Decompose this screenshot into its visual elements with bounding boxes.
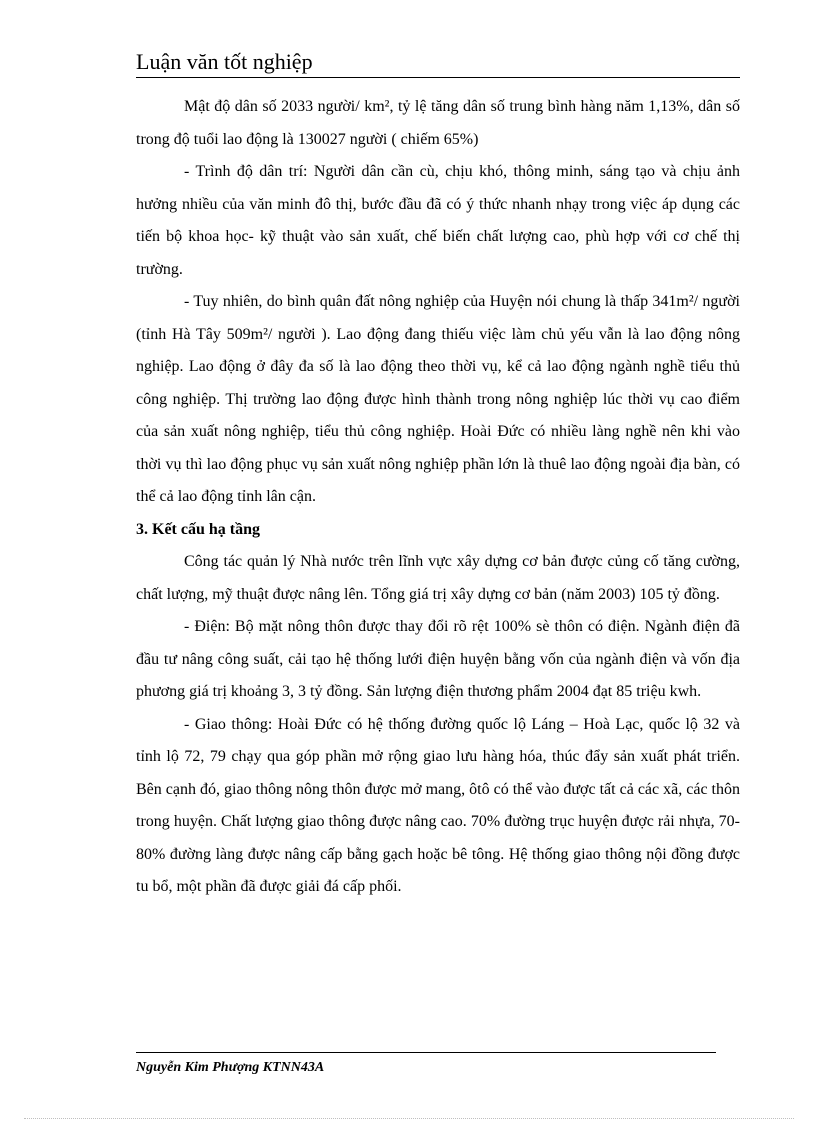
paragraph-labor: - Tuy nhiên, do bình quân đất nông nghiệp của Huyện nói chung là thấp 341m²/ người (tỉnh Hà Tây 509m²/ người ). Lao động đang thiếu việc làm chủ yếu vẫn là lao động nông nghiệp. Lao động ở đây đa số là lao động theo thời vụ, kể cả lao động ngành nghề tiểu thủ công nghiệp. Thị trường lao động được hình thành trong nông nghiệp lúc thời vụ cao điểm của sản xuất nông nghiệp, tiểu thủ công nghiệp. Hoài Đức có nhiều làng nghề nên khi vào thời vụ thì lao động phục vụ sản xuất nông nghiệp phần lớn là thuê lao động ngoài địa bàn, có thể cả lao động tỉnh lân cận. <box>136 293 740 505</box>
paragraph-transport: - Giao thông: Hoài Đức có hệ thống đường quốc lộ Láng – Hoà Lạc, quốc lộ 32 và tỉnh lộ 72, 79 chạy qua góp phần mở rộng giao lưu hàng hóa, thúc đẩy sản xuất phát triển. Bên cạnh đó, giao thông nông thôn được mở mang, ôtô có thể vào được tất cả các xã, các thôn trong huyện. Chất lượng giao thông được nâng cao. 70% đường trục huyện được rải nhựa, 70-80% đường làng được nâng cấp bằng gạch hoặc bê tông. Hệ thống giao thông nội đồng được tu bổ, một phần đã được giải đá cấp phối. <box>136 715 740 895</box>
paragraph-construction: Công tác quản lý Nhà nước trên lĩnh vực xây dựng cơ bản được củng cố tăng cường, chất lượng, mỹ thuật được nâng lên. Tổng giá trị xây dựng cơ bản (năm 2003) 105 tỷ đồng. <box>136 553 740 603</box>
paragraph-electricity: - Điện: Bộ mặt nông thôn được thay đổi rõ rệt 100% sè thôn có điện. Ngành điện đã đầu tư nâng công suất, cải tạo hệ thống lưới điện huyện bằng vốn của ngành điện và vốn địa phương giá trị khoảng 3, 3 tỷ đồng. Sản lượng điện thương phẩm 2004 đạt 85 triệu kwh. <box>136 618 740 700</box>
document-body <box>136 91 740 904</box>
footer-author: Nguyễn Kim Phượng KTNN43A <box>136 1060 325 1075</box>
page-bottom-edge <box>24 1118 794 1119</box>
section-heading-infrastructure: 3. Kết cấu hạ tầng <box>136 520 260 538</box>
page-header-title: Luận văn tốt nghiệp <box>136 49 313 74</box>
footer-divider <box>136 1052 716 1053</box>
header-divider <box>136 77 740 78</box>
paragraph-education-level: - Trình độ dân trí: Người dân cần cù, chịu khó, thông minh, sáng tạo và chịu ảnh hưởng nhiều của văn minh đô thị, bước đầu đã có ý thức nhanh nhạy trong việc áp dụng các tiến bộ khoa học- kỹ thuật vào sản xuất, chế biến chất lượng cao, phù hợp với cơ chế thị trường. <box>136 163 740 278</box>
paragraph-population-density: Mật độ dân số 2033 người/ km², tỷ lệ tăng dân số trung bình hàng năm 1,13%, dân số trong độ tuổi lao động là 130027 người ( chiếm 65%) <box>136 98 740 148</box>
